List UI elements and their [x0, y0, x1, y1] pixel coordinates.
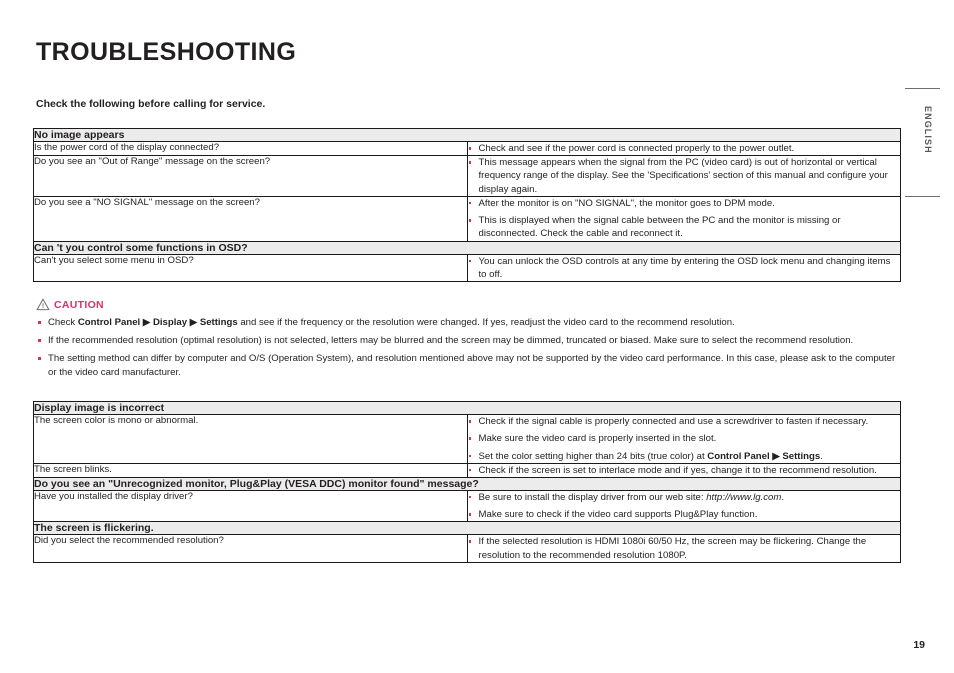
page-title: TROUBLESHOOTING: [36, 38, 297, 66]
answer-list: [468, 156, 901, 196]
table-header-cell: Can 't you control some functions in OSD?: [34, 241, 901, 254]
rail-divider-bottom: [905, 196, 940, 197]
list-item: Check and see if the power cord is connected properly to the power outlet.: [468, 142, 901, 155]
caution-list: [33, 316, 901, 379]
list-item: Set the color setting higher than 24 bits (true color) at Control Panel ▶ Settings.: [468, 450, 901, 463]
answer-cell: [467, 463, 901, 477]
table-row: [34, 535, 901, 562]
answer-cell: [467, 490, 901, 521]
page-number: 19: [913, 639, 925, 651]
list-item: Check if the screen is set to interlace mode and if yes, change it to the recommend resolution.: [468, 464, 901, 477]
list-item: Make sure to check if the video card supports Plug&Play function.: [468, 508, 901, 521]
table-header-row: [34, 241, 901, 254]
question-cell: Can't you select some menu in OSD?: [34, 254, 468, 281]
table-row: [34, 196, 901, 241]
question-cell: The screen color is mono or abnormal.: [34, 415, 468, 464]
table-header-cell: The screen is flickering.: [34, 522, 901, 535]
answer-list: [468, 415, 901, 463]
answer-list: [468, 197, 901, 241]
list-item: This message appears when the signal from the PC (video card) is out of horizontal or vertical frequency range of the display. See the 'Specifications' section of this manual and configure your display again.: [468, 156, 901, 196]
table-row: [34, 463, 901, 477]
caution-header: [36, 298, 901, 311]
caution-title: CAUTION: [54, 298, 104, 311]
table-display-image-incorrect: [33, 401, 901, 563]
answer-list: [468, 535, 901, 561]
table-header-row: [34, 129, 901, 142]
answer-cell: [467, 535, 901, 562]
question-cell: Did you select the recommended resolution?: [34, 535, 468, 562]
table-row: [34, 490, 901, 521]
question-cell: Do you see a "NO SIGNAL" message on the screen?: [34, 196, 468, 241]
intro-text: Check the following before calling for service.: [36, 98, 266, 110]
answer-list: [468, 255, 901, 281]
answer-list: [468, 142, 901, 155]
list-item: Be sure to install the display driver from our web site: http://www.lg.com.: [468, 491, 901, 504]
answer-cell: [467, 142, 901, 156]
table-header-row: [34, 522, 901, 535]
warning-triangle-icon: [36, 298, 50, 311]
answer-cell: [467, 415, 901, 464]
list-item: You can unlock the OSD controls at any time by entering the OSD lock menu and changing items to off.: [468, 255, 901, 281]
troubleshooting-content: [33, 128, 901, 563]
table-row: [34, 254, 901, 281]
answer-cell: [467, 254, 901, 281]
list-item: After the monitor is on "NO SIGNAL", the monitor goes to DPM mode.: [468, 197, 901, 210]
table-header-row: [34, 477, 901, 490]
question-cell: The screen blinks.: [34, 463, 468, 477]
list-item: If the selected resolution is HDMI 1080i 60/50 Hz, the screen may be flickering. Change the resolution to the recommended resolution 1080P.: [468, 535, 901, 561]
question-cell: Do you see an "Out of Range" message on the screen?: [34, 156, 468, 197]
list-item: Make sure the video card is properly inserted in the slot.: [468, 432, 901, 445]
answer-list: [468, 491, 901, 521]
caution-block: [33, 298, 901, 379]
list-item: The setting method can differ by computer and O/S (Operation System), and resolution mentioned above may not be supported by the video card performance. In this case, please ask to the computer or the video card manufacturer.: [37, 352, 901, 379]
table-row: [34, 415, 901, 464]
list-item: Check if the signal cable is properly connected and use a screwdriver to fasten if necessary.: [468, 415, 901, 428]
list-item: If the recommended resolution (optimal resolution) is not selected, letters may be blurred and the screen may be dimmed, truncated or biased. Make sure to select the recommend resolution.: [37, 334, 901, 348]
list-item: Check Control Panel ▶ Display ▶ Settings and see if the frequency or the resolution were changed. If yes, readjust the video card to the recommend resolution.: [37, 316, 901, 330]
answer-list: [468, 464, 901, 477]
rail-divider-top: [905, 88, 940, 89]
table-header-row: [34, 402, 901, 415]
table-header-cell: No image appears: [34, 129, 901, 142]
answer-cell: [467, 156, 901, 197]
answer-cell: [467, 196, 901, 241]
table-no-image-appears: [33, 128, 901, 282]
question-cell: Have you installed the display driver?: [34, 490, 468, 521]
question-cell: Is the power cord of the display connected?: [34, 142, 468, 156]
table-header-cell: Do you see an "Unrecognized monitor, Plug&Play (VESA DDC) monitor found" message?: [34, 477, 901, 490]
table-row: [34, 156, 901, 197]
language-rail: [905, 88, 954, 198]
table-header-cell: Display image is incorrect: [34, 402, 901, 415]
list-item: This is displayed when the signal cable between the PC and the monitor is missing or disconnected. Check the cable and reconnect it.: [468, 214, 901, 240]
language-label: ENGLISH: [923, 106, 933, 154]
table-row: [34, 142, 901, 156]
